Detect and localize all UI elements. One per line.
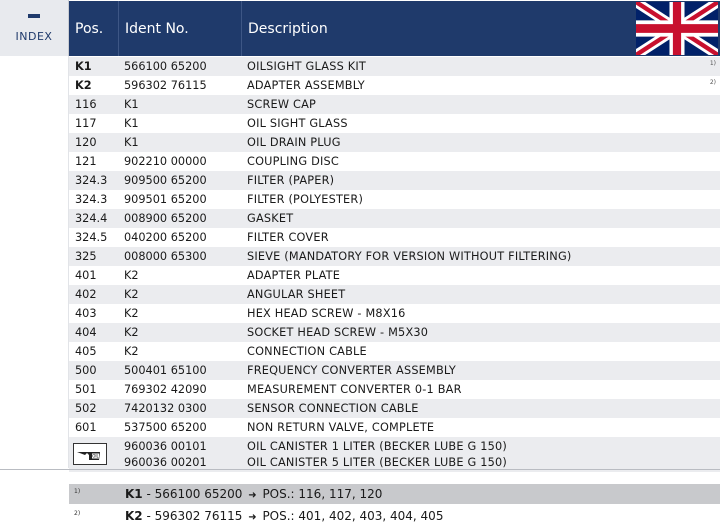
row-pos: 324.3 bbox=[75, 174, 108, 187]
row-pos: 401 bbox=[75, 269, 97, 282]
row-description: FREQUENCY CONVERTER ASSEMBLY bbox=[247, 364, 457, 377]
table-row[interactable] bbox=[69, 342, 720, 361]
row-pos: 117 bbox=[75, 117, 97, 130]
ident-1l: 960036 00101 bbox=[124, 440, 207, 453]
parts-table bbox=[69, 57, 720, 472]
row-pos: 116 bbox=[75, 98, 97, 111]
table-row[interactable] bbox=[69, 399, 720, 418]
table-row[interactable] bbox=[69, 95, 720, 114]
footnote-kit: K1 bbox=[125, 487, 143, 501]
table-row[interactable] bbox=[69, 266, 720, 285]
table-row[interactable] bbox=[69, 133, 720, 152]
row-pos: 500 bbox=[75, 364, 97, 377]
table-row[interactable] bbox=[69, 361, 720, 380]
row-ident: 7420132 0300 bbox=[124, 402, 207, 415]
table-row[interactable] bbox=[69, 190, 720, 209]
table-row[interactable] bbox=[69, 247, 720, 266]
row-pos: 324.4 bbox=[75, 212, 108, 225]
row-ident: 040200 65200 bbox=[124, 231, 207, 244]
footnote-text bbox=[125, 484, 382, 506]
row-ident: K1 bbox=[124, 136, 139, 149]
table-header bbox=[69, 1, 720, 56]
desc-1l: OIL CANISTER 1 LITER (BECKER LUBE G 150) bbox=[247, 440, 508, 453]
footnote-2 bbox=[0, 506, 720, 526]
table-row[interactable] bbox=[69, 209, 720, 228]
index-label: INDEX bbox=[15, 29, 53, 43]
row-pos: 403 bbox=[75, 307, 97, 320]
canister-label: OIL bbox=[92, 453, 99, 459]
row-pos: 501 bbox=[75, 383, 97, 396]
footnote-marker: 2) bbox=[74, 510, 81, 517]
footnote-kit: K2 bbox=[125, 509, 143, 523]
row-ident bbox=[124, 439, 207, 471]
footnote-ident: - 566100 65200 bbox=[142, 487, 247, 501]
row-pos: 405 bbox=[75, 345, 97, 358]
row-footnote-marker: 2) bbox=[709, 79, 716, 86]
table-row[interactable] bbox=[69, 285, 720, 304]
row-description: SCREW CAP bbox=[247, 98, 317, 111]
row-pos: 325 bbox=[75, 250, 97, 263]
row-description: OILSIGHT GLASS KIT bbox=[247, 60, 366, 73]
table-row[interactable] bbox=[69, 76, 720, 95]
divider bbox=[0, 469, 720, 470]
footnote-marker: 1) bbox=[74, 488, 81, 495]
row-description: SIEVE (MANDATORY FOR VERSION WITHOUT FILTERING) bbox=[247, 250, 572, 263]
row-description: OIL DRAIN PLUG bbox=[247, 136, 341, 149]
row-description: MEASUREMENT CONVERTER 0-1 BAR bbox=[247, 383, 462, 396]
row-ident: 909500 65200 bbox=[124, 174, 207, 187]
table-row[interactable] bbox=[69, 380, 720, 399]
table-row[interactable] bbox=[69, 228, 720, 247]
row-description: HEX HEAD SCREW - M8X16 bbox=[247, 307, 406, 320]
row-ident: 769302 42090 bbox=[124, 383, 207, 396]
row-ident: K2 bbox=[124, 345, 139, 358]
row-pos: 121 bbox=[75, 155, 97, 168]
row-description: SENSOR CONNECTION CABLE bbox=[247, 402, 419, 415]
row-pos: K1 bbox=[75, 60, 92, 73]
footnote-positions: POS.: 116, 117, 120 bbox=[258, 487, 383, 501]
desc-5l: OIL CANISTER 5 LITER (BECKER LUBE G 150) bbox=[247, 456, 508, 469]
index-button[interactable] bbox=[0, 0, 69, 56]
row-ident: 909501 65200 bbox=[124, 193, 207, 206]
uk-flag-icon[interactable] bbox=[636, 2, 718, 55]
row-description bbox=[247, 439, 507, 471]
row-description: NON RETURN VALVE, COMPLETE bbox=[247, 421, 435, 434]
table-row[interactable] bbox=[69, 57, 720, 76]
row-ident: K2 bbox=[124, 288, 139, 301]
table-row[interactable] bbox=[69, 114, 720, 133]
footnote-positions: POS.: 401, 402, 403, 404, 405 bbox=[258, 509, 444, 523]
row-ident: 596302 76115 bbox=[124, 79, 207, 92]
arrow-icon: ➜ bbox=[248, 512, 257, 523]
oil-canister-icon bbox=[73, 443, 107, 465]
row-description: FILTER COVER bbox=[247, 231, 329, 244]
row-description: FILTER (POLYESTER) bbox=[247, 193, 364, 206]
header-pos: Pos. bbox=[69, 1, 119, 56]
row-ident: K2 bbox=[124, 269, 139, 282]
row-footnote-marker: 1) bbox=[709, 60, 716, 67]
row-description: SOCKET HEAD SCREW - M5X30 bbox=[247, 326, 429, 339]
table-row[interactable] bbox=[69, 418, 720, 437]
row-pos: 502 bbox=[75, 402, 97, 415]
row-ident: 008000 65300 bbox=[124, 250, 207, 263]
row-pos: 402 bbox=[75, 288, 97, 301]
row-ident: K2 bbox=[124, 307, 139, 320]
row-pos: K2 bbox=[75, 79, 92, 92]
row-ident: 537500 65200 bbox=[124, 421, 207, 434]
row-description: ADAPTER PLATE bbox=[247, 269, 341, 282]
row-pos: 404 bbox=[75, 326, 97, 339]
row-description: CONNECTION CABLE bbox=[247, 345, 367, 358]
header-description: Description bbox=[248, 20, 328, 37]
left-strip bbox=[0, 56, 69, 468]
row-pos: 324.5 bbox=[75, 231, 108, 244]
collapse-icon bbox=[28, 14, 40, 18]
row-ident: K1 bbox=[124, 117, 139, 130]
footnote-1 bbox=[0, 484, 720, 504]
row-ident: 008900 65200 bbox=[124, 212, 207, 225]
row-description: ADAPTER ASSEMBLY bbox=[247, 79, 365, 92]
row-description: FILTER (PAPER) bbox=[247, 174, 335, 187]
row-description: GASKET bbox=[247, 212, 294, 225]
ident-5l: 960036 00201 bbox=[124, 456, 207, 469]
row-ident: K2 bbox=[124, 326, 139, 339]
row-pos: 324.3 bbox=[75, 193, 108, 206]
row-pos: 120 bbox=[75, 136, 97, 149]
row-ident: 500401 65100 bbox=[124, 364, 207, 377]
table-row[interactable] bbox=[69, 437, 720, 472]
table-row[interactable] bbox=[69, 323, 720, 342]
row-description: COUPLING DISC bbox=[247, 155, 339, 168]
arrow-icon: ➜ bbox=[248, 490, 257, 501]
row-description: OIL SIGHT GLASS bbox=[247, 117, 348, 130]
header-ident: Ident No. bbox=[119, 1, 242, 56]
row-description: ANGULAR SHEET bbox=[247, 288, 346, 301]
footnote-ident: - 596302 76115 bbox=[142, 509, 247, 523]
row-ident: 566100 65200 bbox=[124, 60, 207, 73]
row-ident: K1 bbox=[124, 98, 139, 111]
row-pos: 601 bbox=[75, 421, 97, 434]
table-row[interactable] bbox=[69, 152, 720, 171]
table-row[interactable] bbox=[69, 304, 720, 323]
table-row[interactable] bbox=[69, 171, 720, 190]
row-ident: 902210 00000 bbox=[124, 155, 207, 168]
